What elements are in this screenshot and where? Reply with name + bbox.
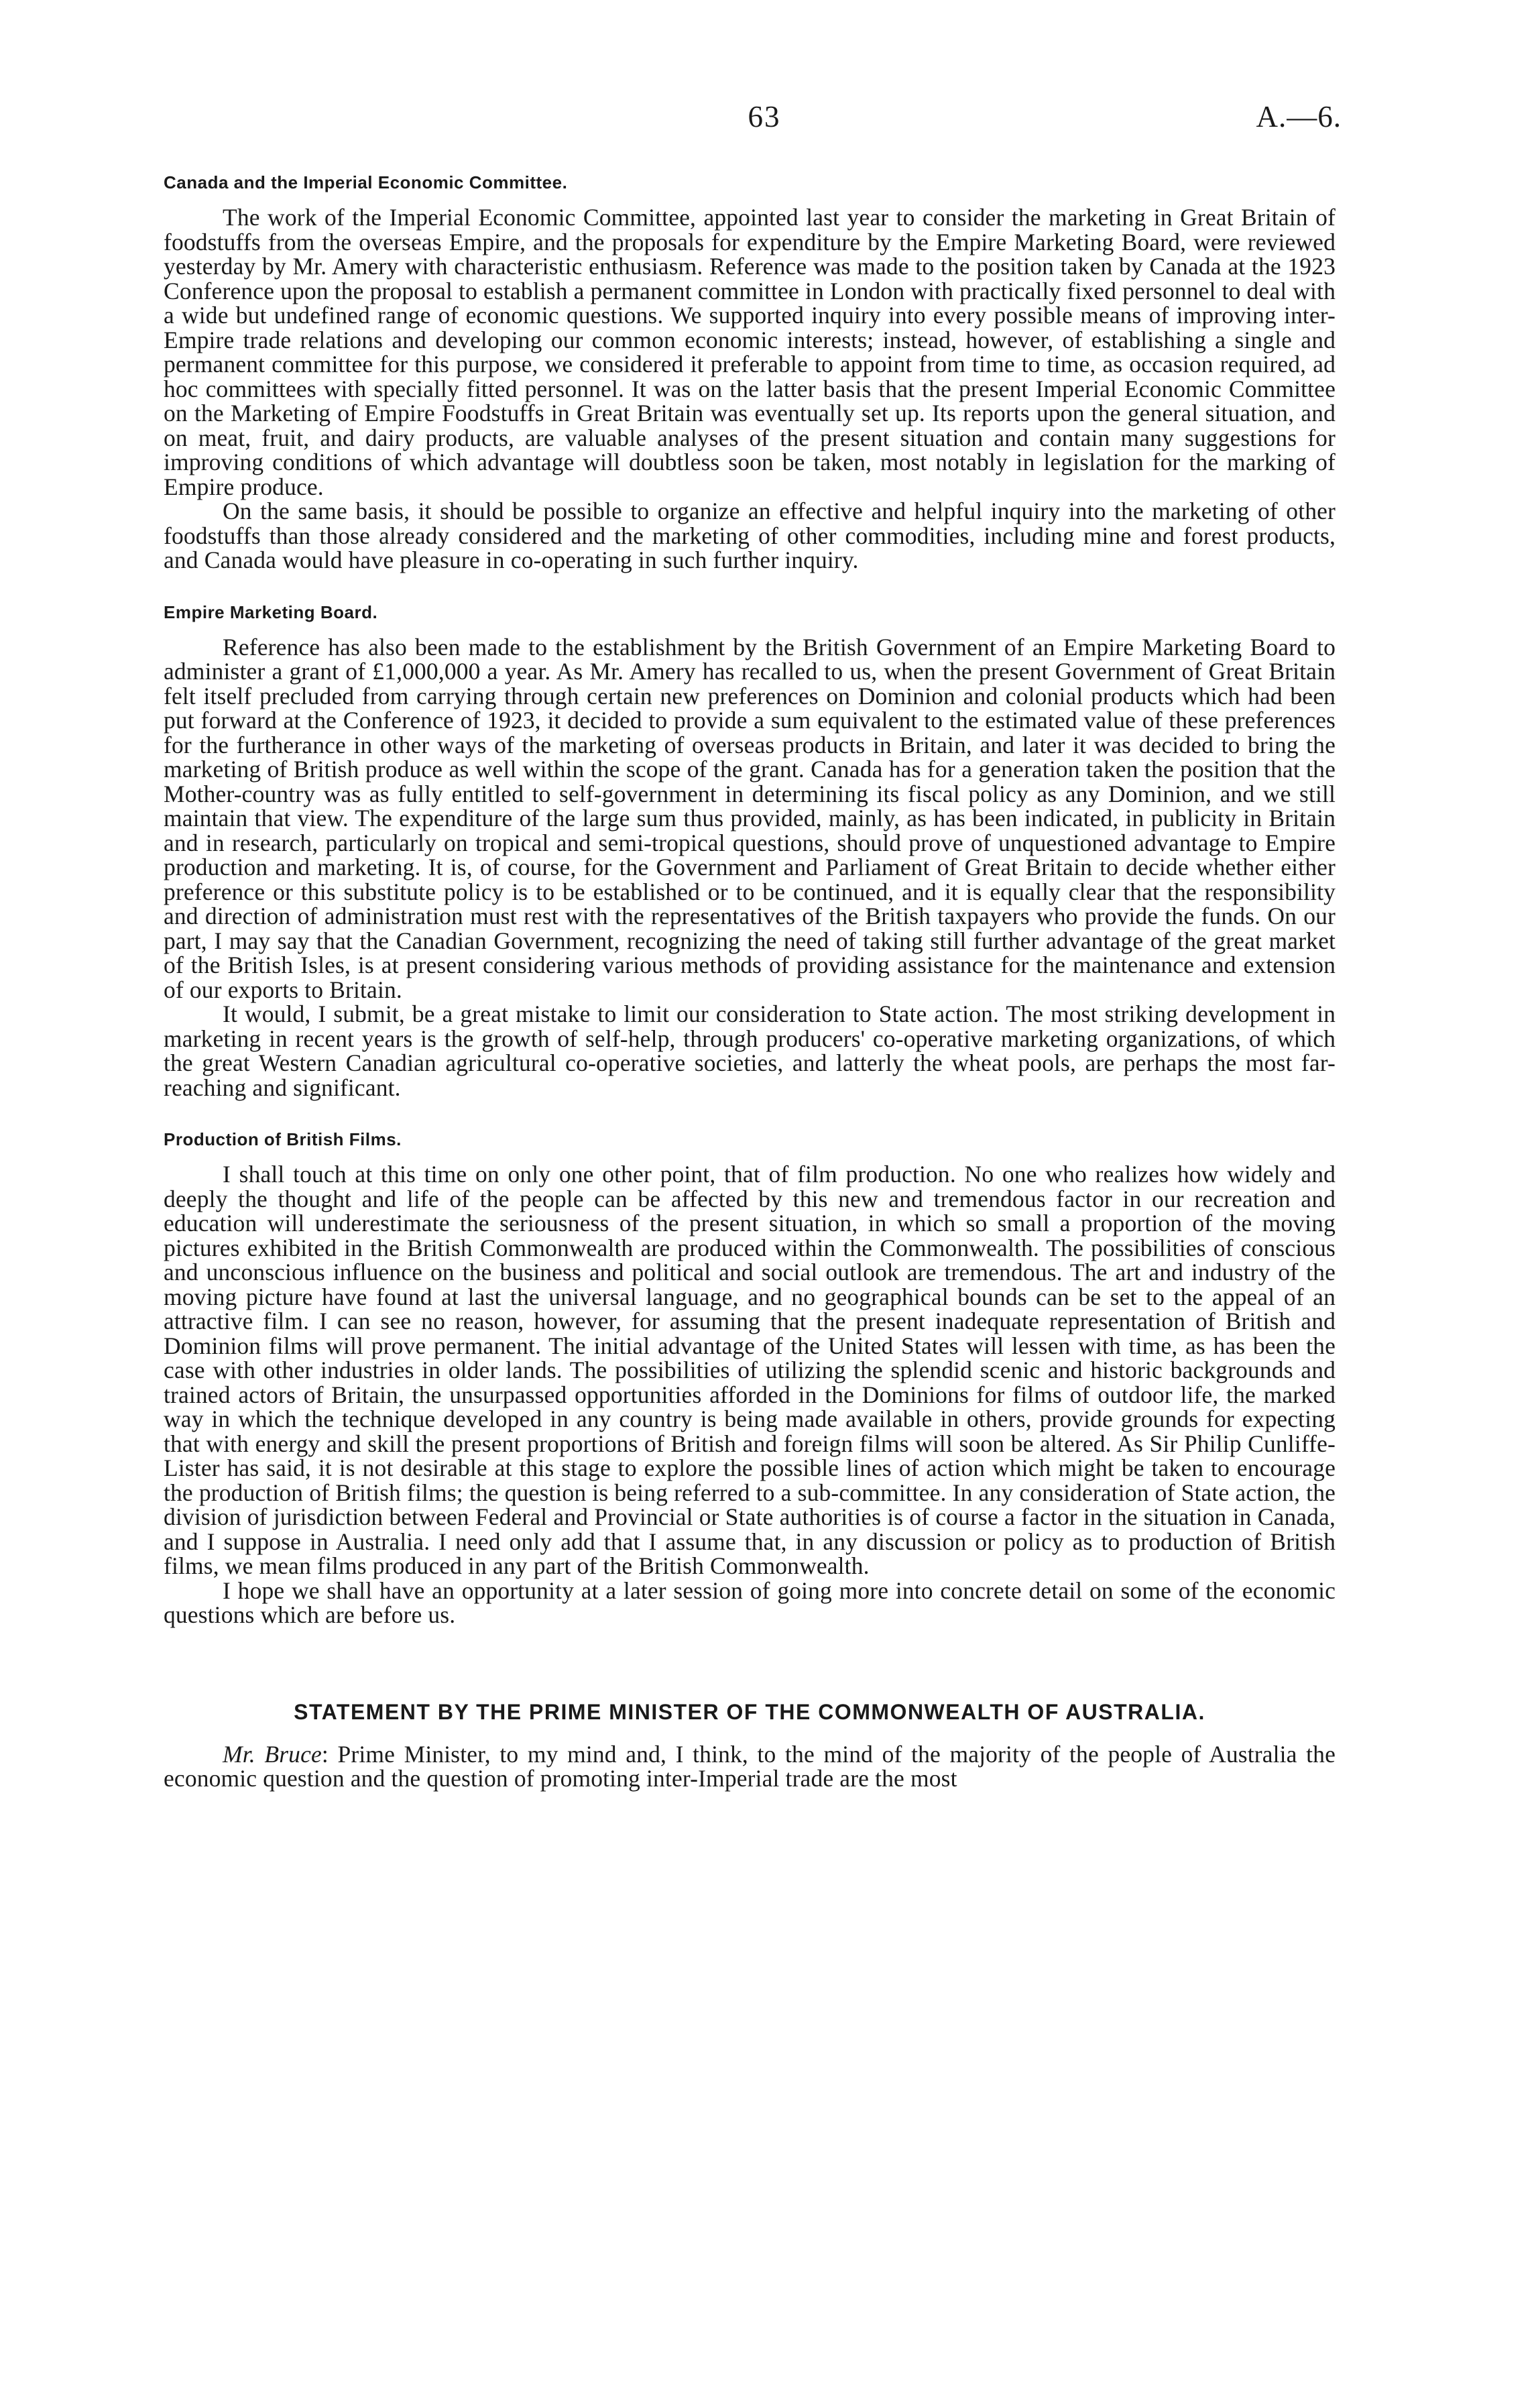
- statement-text: : Prime Minister, to my mind and, I think, to the mind of the majority of the people of Australia the economic question and the question of promoting inter-Imperial trade are the most: [164, 1740, 1336, 1792]
- section-heading: Production of British Films.: [164, 1129, 402, 1149]
- page-number: 63: [748, 100, 781, 133]
- paragraph: Reference has also been made to the establishment by the British Government of an Empire Marketing Board to administer a grant of £1,000,000 a year. As Mr. Amery has recalled to us, when the present Government of Great Britain felt itself precluded from carrying through certain new preferences on Dominion and colonial products which had been put forward at the Conference of 1923, it decided to provide a sum equivalent to the estimated value of these preferences for the furtherance in other ways of the marketing of overseas products in Britain, and later it was decided to bring the marketing of British produce as well within the scope of the grant. Canada has for a generation taken the position that the Mother-country was as fully entitled to self-government in determining its fiscal policy as any Dominion, and we still maintain that view. The expenditure of the large sum thus provided, mainly, as has been indicated, in publicity in Britain and in research, particularly on tropical and semi-tropical questions, should prove of unquestioned advantage to Empire production and marketing. It is, of course, for the Government and Parliament of Great Britain to decide whether either preference or this substitute policy is to be established or to be continued, and it is equally clear that the responsibility and direction of administration must rest with the representatives of the British taxpayers who provide the funds. On our part, I may say that the Canadian Government, recognizing the need of taking still further advantage of the great market of the British Isles, is at present considering various methods of providing assistance for the maintenance and extension of our exports to Britain.: [164, 633, 1336, 1003]
- paragraph: I hope we shall have an opportunity at a later session of going more into concrete detail on some of the economic questions which are before us.: [164, 1576, 1336, 1628]
- speaker-name: Mr. Bruce: [223, 1740, 322, 1768]
- section-imperial-economic-committee: [164, 172, 1336, 573]
- section-heading: Canada and the Imperial Economic Committee.: [164, 172, 568, 192]
- statement-paragraph: [164, 1742, 1336, 1791]
- paragraph: The work of the Imperial Economic Committee, appointed last year to consider the marketing in Great Britain of foodstuffs from the overseas Empire, and the proposals for expenditure by the Empire Marketing Board, were reviewed yesterday by Mr. Amery with characteristic enthusiasm. Reference was made to the position taken by Canada at the 1923 Conference upon the proposal to establish a permanent committee in London with practically fixed personnel to deal with a wide but undefined range of economic questions. We supported inquiry into every possible means of improving inter-Empire trade relations and developing our common economic interests; instead, however, of establishing a single and permanent committee for this purpose, we considered it preferable to appoint from time to time, as occasion required, ad hoc committees with specially fitted personnel. It was on the latter basis that the present Imperial Economic Committee on the Marketing of Empire Foodstuffs in Great Britain was eventually set up. Its reports upon the general situation, and on meat, fruit, and dairy products, are valuable analyses of the present situation and contain many suggestions for improving conditions of which advantage will doubtless soon be taken, most notably in legislation for the marking of Empire produce.: [164, 204, 1336, 500]
- statement-heading: STATEMENT BY THE PRIME MINISTER OF THE COMMONWEALTH OF AUSTRALIA.: [294, 1699, 1205, 1724]
- section-heading: Empire Marketing Board.: [164, 601, 378, 622]
- body-text: [164, 172, 1336, 1791]
- section-empire-marketing-board: [164, 602, 1336, 1100]
- paragraph: On the same basis, it should be possible to organize an effective and helpful inquiry into the marketing of other foodstuffs than those already considered and the marketing of other commodities, including mine and forest products, and Canada would have pleasure in co-operating in such further inquiry.: [164, 498, 1336, 573]
- paper-code: A.—6.: [1256, 100, 1342, 133]
- page-header: [0, 93, 1536, 139]
- section-british-films: [164, 1129, 1336, 1627]
- paragraph: It would, I submit, be a great mistake to limit our consideration to State action. The most striking development in marketing in recent years is the growth of self-help, through producers' co-operative marketing organizations, of which the great Western Canadian agricultural co-operative societies, and latterly the wheat pools, are perhaps the most far-reaching and significant.: [164, 1000, 1336, 1101]
- paragraph: I shall touch at this time on only one other point, that of film production. No one who realizes how widely and deeply the thought and life of the people can be affected by this new and tremendous factor in our recreation and education will underestimate the seriousness of the present situation, in which so small a proportion of the moving pictures exhibited in the British Commonwealth are produced within the Commonwealth. The possibilities of conscious and unconscious influence on the business and political and social outlook are tremendous. The art and industry of the moving picture have found at last the universal language, and no geographical bounds can be set to the appeal of an attractive film. I can see no reason, however, for assuming that the present inadequate representation of British and Dominion films will prove permanent. The initial advantage of the United States will lessen with time, as has been the case with other industries in older lands. The possibilities of utilizing the splendid scenic and historic backgrounds and trained actors of Britain, the unsurpassed opportunities afforded in the Dominions for films of outdoor life, the marked way in which the technique developed in any country is being made available in others, provide grounds for expecting that with energy and skill the present proportions of British and foreign films will soon be altered. As Sir Philip Cunliffe-Lister has said, it is not desirable at this stage to explore the possible lines of action which might be taken to encourage the production of British films; the question is being referred to a sub-committee. In any consideration of State action, the division of jurisdiction between Federal and Provincial or State authorities is of course a factor in the situation in Canada, and I suppose in Australia. I need only add that I assume that, in any discussion or policy as to production of British films, we mean films produced in any part of the British Commonwealth.: [164, 1161, 1336, 1579]
